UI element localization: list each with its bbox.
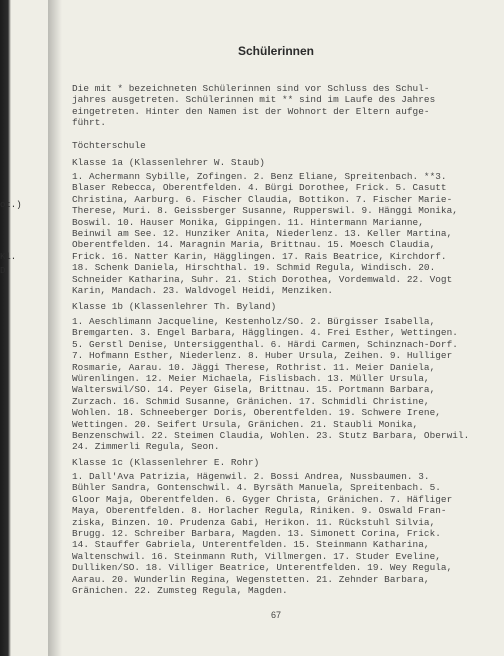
document-page <box>48 0 504 656</box>
section-heading: Töchterschule <box>72 140 146 151</box>
class-list-1c: 1. Dall'Ava Patrizia, Hägenwil. 2. Bossi Andrea, Nussbaumen. 3. Bühler Sandra, Gontenschwil. 4. Byrsäth Manuela, Spreitenbach. 5. Gloor Maja, Oberentfelden. 6. Gyger Christa, Gränichen. 7. Häfliger Maya, Oberentfelden. 8. Horlacher Regula, Riniken. 9. Oswald Fran- ziska, Binzen. 10. Prudenza Gabi, Herikon. 11. Rückstuhl Silvia, Brugg. 12. Schreiber Barbara, Magden. 13. Simonett Corina, Frick. 14. Stauffer Gabriela, Unterentfelden. 15. Steinmann Katharina, Waltenschwil. 16. Steinmann Ruth, Villmergen. 17. Studer Eveline, Dulliken/SO. 18. Villiger Beatrice, Unterentfelden. 19. Wey Regula, Aarau. 20. Wunderlin Regina, Wegenstetten. 21. Zehnder Barbara, Gränichen. 22. Zumsteg Regula, Magden. <box>72 471 453 597</box>
adjacent-page-edge <box>0 0 48 656</box>
adjacent-page-fragment: D <box>0 266 6 276</box>
class-heading-1b: Klasse 1b (Klassenlehrer Th. Byland) <box>72 301 277 312</box>
class-list-1a: 1. Achermann Sybille, Zofingen. 2. Benz Eliane, Spreitenbach. **3. Blaser Rebecca, Oberentfelden. 4. Bürgi Dorothee, Frick. 5. Casutt Christina, Aarburg. 6. Fischer Claudia, Bottikon. 7. Fischer Marie- Therese, Muri. 8. Geissberger Susanne, Rupperswil. 9. Hänggi Monika, Boswil. 10. Hauser Monika, Gippingen. 11. Hintermann Marianne, Beinwil am See. 12. Hunziker Anita, Niederlenz. 13. Keller Martina, Oberentfelden. 14. Maragnin Maria, Brittnau. 15. Moesch Claudia, Frick. 16. Natter Karin, Hägglingen. 17. Rais Beatrice, Kirchdorf. 18. Schenk Daniela, Hirschthal. 19. Schmid Regula, Windisch. 20. Schneider Katharina, Suhr. 21. Stich Dorothea, Vordemwald. 22. Vogt Karin, Mandach. 23. Waldvogel Heidi, Menziken. <box>72 171 458 297</box>
intro-paragraph: Die mit * bezeichneten Schülerinnen sind vor Schluss des Schul- jahres ausgetreten. Schülerinnen mit ** sind im Laufe des Jahres eingetreten. Hinter den Namen ist der Wohnort der Eltern aufge- führt. <box>72 83 436 129</box>
class-heading-1a: Klasse 1a (Klassenlehrer W. Staub) <box>72 157 265 168</box>
page-title: Schülerinnen <box>237 44 314 58</box>
class-heading-1c: Klasse 1c (Klassenlehrer E. Rohr) <box>72 457 260 468</box>
class-list-1b: 1. Aeschlimann Jacqueline, Kestenholz/SO. 2. Bürgisser Isabella, Bremgarten. 3. Engel Barbara, Hägglingen. 4. Frei Esther, Wettingen. 5. Gerstl Denise, Untersiggenthal. 6. Härdi Carmen, Schinznach-Dorf. 7. Hofmann Esther, Niederlenz. 8. Huber Ursula, Zeihen. 9. Hulliger Rosmarie, Aarau. 10. Jäggi Therese, Rothrist. 11. Meier Daniela, Würenlingen. 12. Meier Michaela, Fislisbach. 13. Müller Ursula, Walterswil/SO. 14. Peyer Gisela, Brittnau. 15. Portmann Barbara, Zurzach. 16. Schmid Susanne, Gränichen. 17. Schmidli Christine, Wohlen. 18. Schneeberger Doris, Oberentfelden. 19. Schwere Irene, Wettingen. 20. Seifert Ursula, Gränichen. 21. Staubli Monika, Benzenschwil. 22. Steimen Claudia, Wohlen. 23. Stutz Barbara, Oberwil. 24. Zimmerli Regula, Seon. <box>72 316 470 453</box>
page-gutter-shadow <box>48 0 62 656</box>
adjacent-page-fragment: Kl. <box>0 252 17 262</box>
adjacent-page-fragment: ot.) <box>0 200 22 210</box>
page-number: 67 <box>270 610 281 620</box>
